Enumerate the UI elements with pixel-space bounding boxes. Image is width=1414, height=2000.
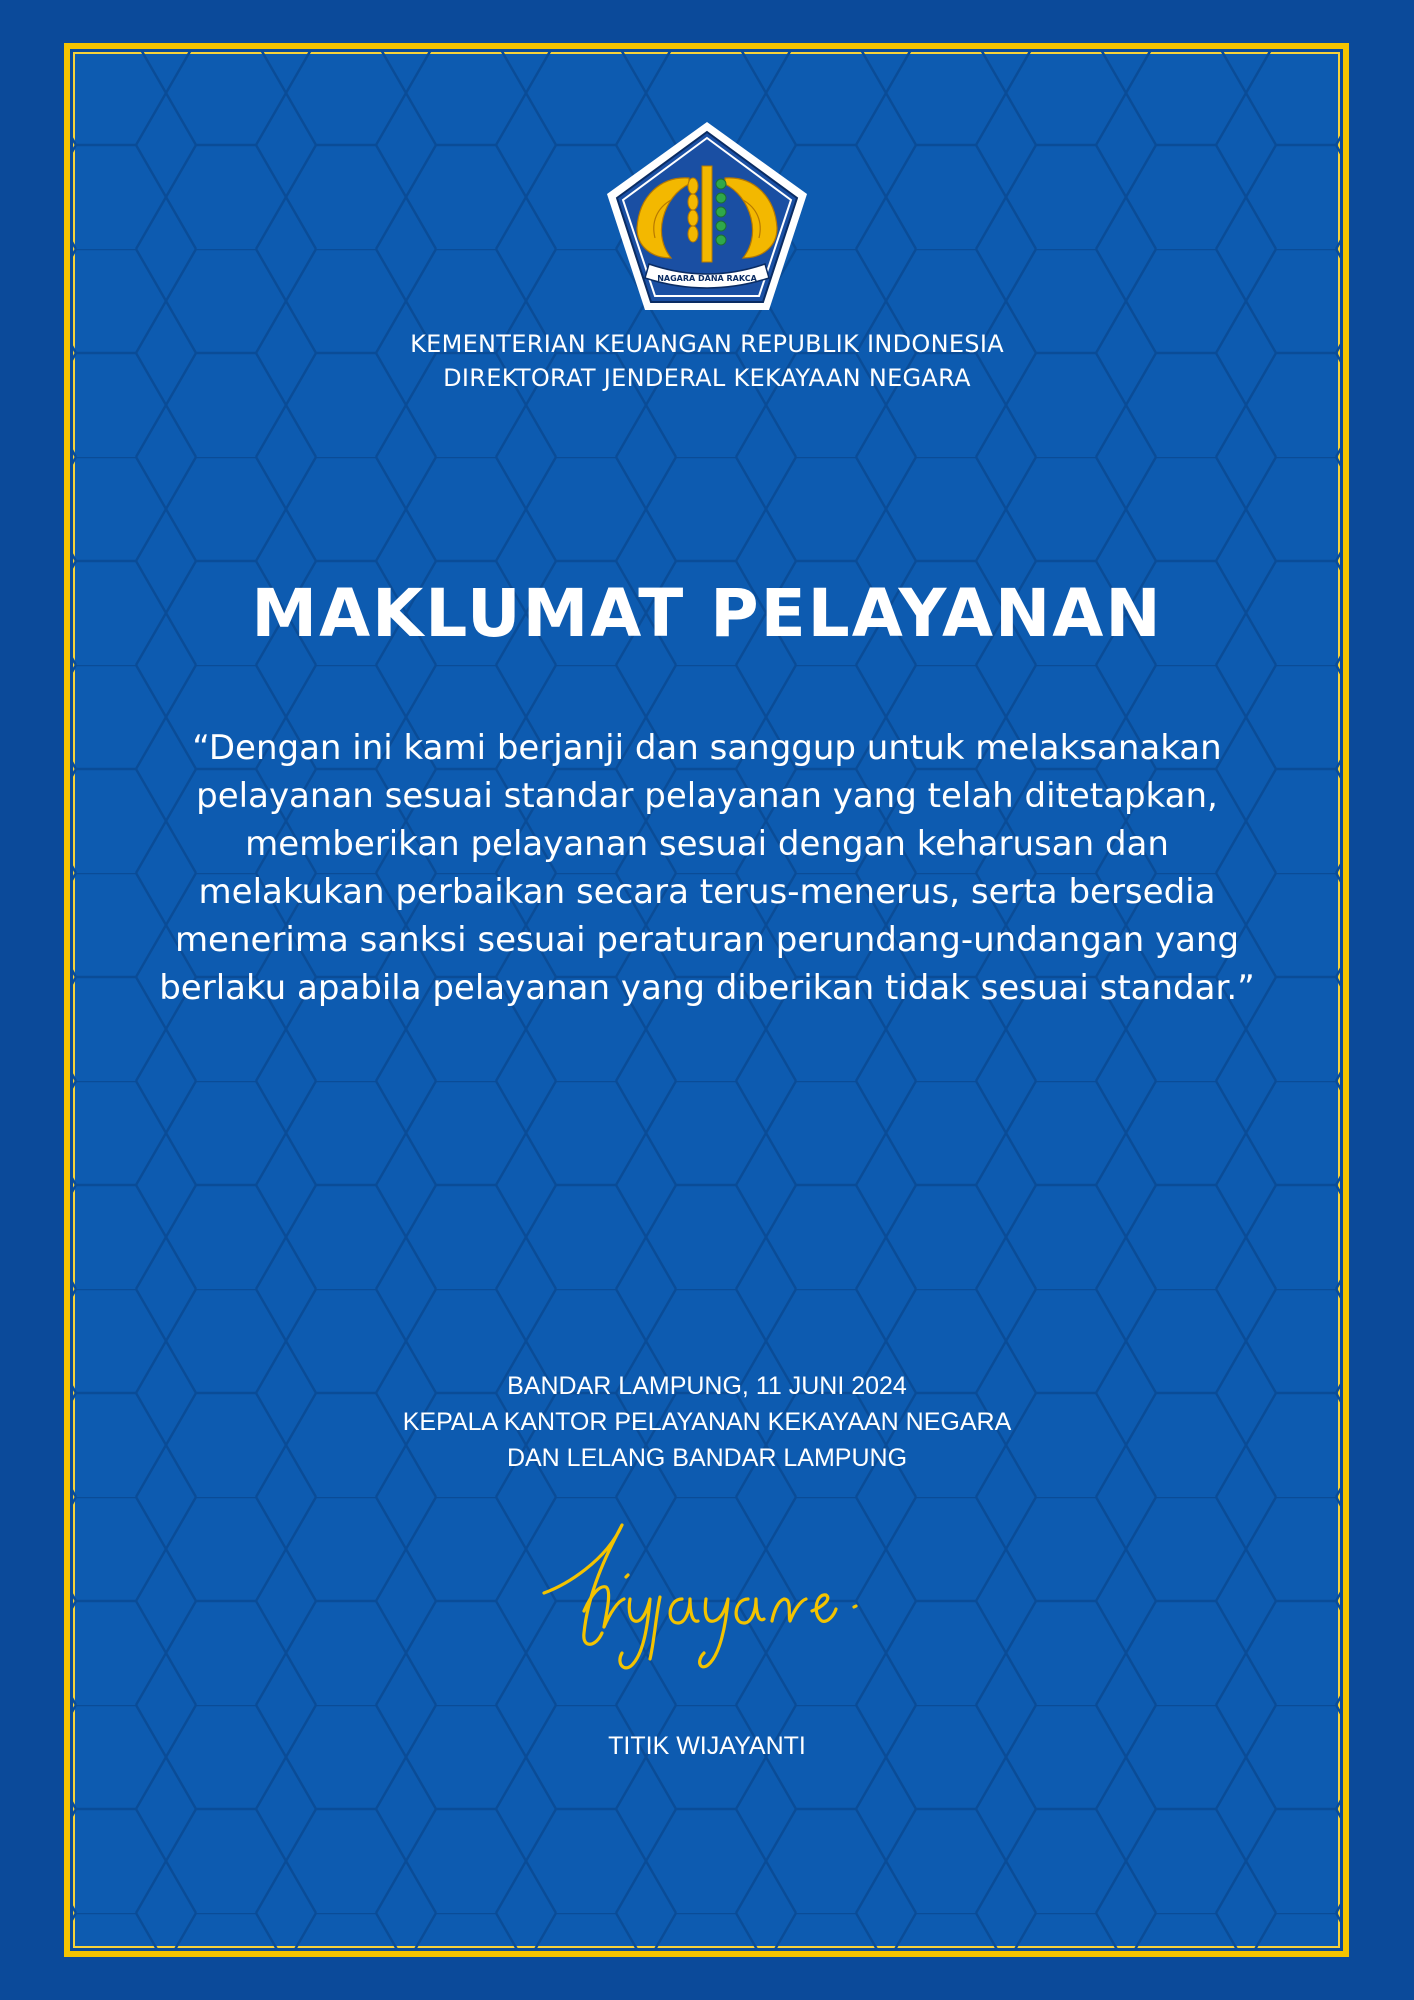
statement-line: menerima sanksi sesuai peraturan perundang-undangan yang <box>174 920 1240 960</box>
svg-text:NAGARA DANA RAKCA: NAGARA DANA RAKCA <box>657 274 757 283</box>
signoff-block <box>0 1368 1414 1476</box>
kemenkeu-logo-icon <box>601 118 813 314</box>
statement-line: “Dengan ini kami berjanji dan sanggup untuk melaksanakan <box>192 728 1222 768</box>
directorate-name: DIREKTORAT JENDERAL KEKAYAAN NEGARA <box>443 364 971 392</box>
signer-position-line1: KEPALA KANTOR PELAYANAN KEKAYAAN NEGARA <box>402 1408 1012 1436</box>
statement-line: berlaku apabila pelayanan yang diberikan tidak sesuai standar.” <box>159 968 1255 1008</box>
statement-line: memberikan pelayanan sesuai dengan keharusan dan <box>245 824 1169 864</box>
ministry-name: KEMENTERIAN KEUANGAN REPUBLIK INDONESIA <box>410 330 1004 358</box>
statement-line: pelayanan sesuai standar pelayanan yang telah ditetapkan, <box>196 776 1218 816</box>
signature-icon <box>536 1515 866 1675</box>
signer-position-line2: DAN LELANG BANDAR LAMPUNG <box>506 1444 908 1472</box>
page-title: MAKLUMAT PELAYANAN <box>251 575 1163 652</box>
institution-header <box>0 327 1414 395</box>
signer-name: TITIK WIJAYANTI <box>608 1732 806 1760</box>
service-pledge-statement <box>100 724 1314 1012</box>
place-date: BANDAR LAMPUNG, 11 JUNI 2024 <box>507 1372 907 1400</box>
statement-line: melakukan perbaikan secara terus-menerus, serta bersedia <box>198 872 1216 912</box>
